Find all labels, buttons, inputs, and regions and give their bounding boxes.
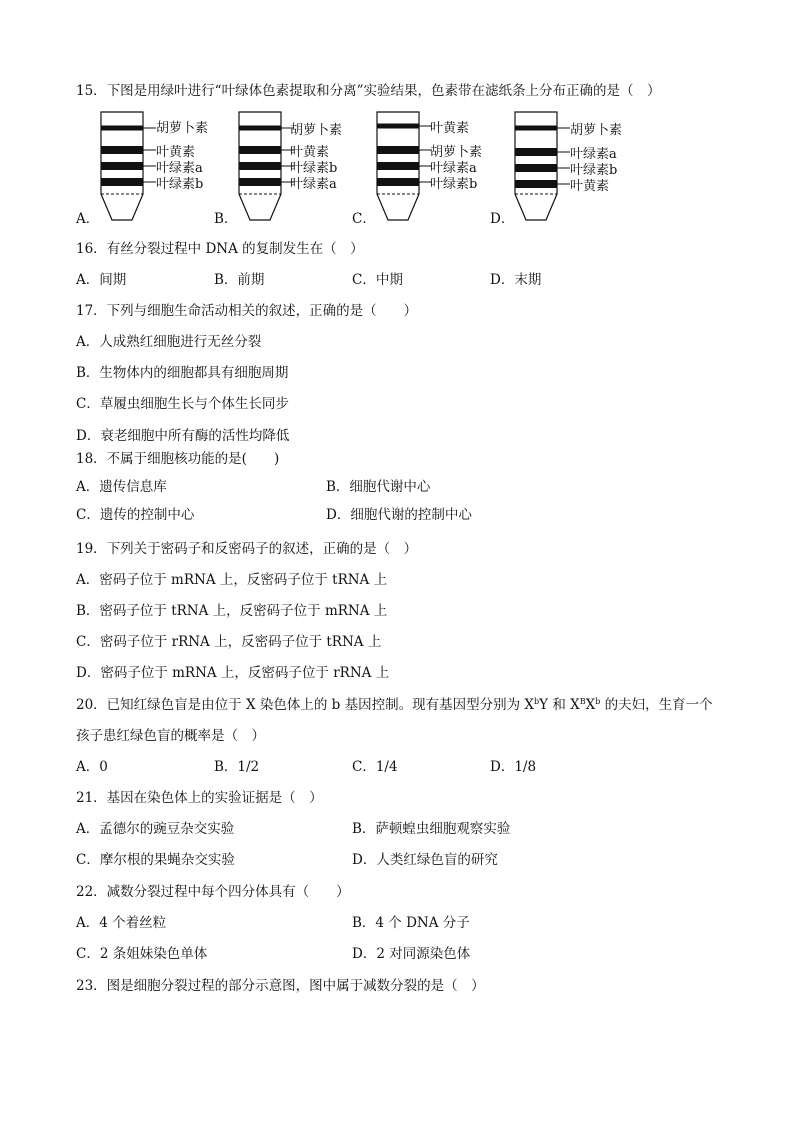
q17-option-b[interactable]: B．生物体内的细胞都具有细胞周期 xyxy=(76,365,289,381)
pigment-band xyxy=(239,126,281,131)
pigment-band xyxy=(515,180,557,188)
q19-option-b[interactable]: B．密码子位于 tRNA 上，反密码子位于 mRNA 上 xyxy=(76,603,388,619)
q20-option-a[interactable]: A．0 xyxy=(76,759,108,775)
q17-option-d[interactable]: D．衰老细胞中所有酶的活性均降低 xyxy=(76,428,290,444)
q15-stem: 15．下图是用绿叶进行“叶绿体色素提取和分离”实验结果，色素带在滤纸条上分布正确的是（ ） xyxy=(76,83,661,99)
band-label-a-1: 胡萝卜素 xyxy=(156,121,209,136)
q23-stem: 23．图是细胞分裂过程的部分示意图，图中属于减数分裂的是（ ） xyxy=(76,978,485,994)
q21-option-a[interactable]: A．孟德尔的豌豆杂交实验 xyxy=(76,821,235,837)
q16-option-b[interactable]: B．前期 xyxy=(214,272,265,288)
pigment-band xyxy=(101,178,143,186)
q22-option-d[interactable]: D．2 对同源染色体 xyxy=(352,946,471,962)
q16-stem: 16．有丝分裂过程中 DNA 的复制发生在（ ） xyxy=(76,241,364,257)
q17-option-a[interactable]: A．人成熟红细胞进行无丝分裂 xyxy=(76,334,262,350)
q21-stem: 21．基因在染色体上的实验证据是（ ） xyxy=(76,790,323,806)
chromatography-strip-a xyxy=(100,110,160,230)
band-label-a-3: 叶绿素a xyxy=(156,161,203,176)
pigment-band xyxy=(515,126,557,131)
pigment-band xyxy=(377,146,419,154)
pigment-band xyxy=(101,162,143,170)
q22-option-c[interactable]: C．2 条姐妹染色单体 xyxy=(76,946,208,962)
q19-option-d[interactable]: D．密码子位于 mRNA 上，反密码子位于 rRNA 上 xyxy=(76,665,390,681)
band-label-b-3: 叶绿素b xyxy=(290,161,338,176)
q22-option-b[interactable]: B．4 个 DNA 分子 xyxy=(352,915,470,931)
q15-option-a[interactable] xyxy=(100,110,230,230)
pigment-band xyxy=(101,126,143,131)
q15-option-b-letter: B． xyxy=(214,211,238,227)
chromatography-strip-b xyxy=(238,110,298,230)
band-label-b-2: 叶黄素 xyxy=(290,145,330,160)
q19-option-c[interactable]: C．密码子位于 rRNA 上，反密码子位于 tRNA 上 xyxy=(76,634,382,650)
band-label-a-4: 叶绿素b xyxy=(156,177,204,192)
q18-stem: 18．不属于细胞核功能的是( ) xyxy=(76,451,280,467)
q22-option-a[interactable]: A．4 个着丝粒 xyxy=(76,915,167,931)
q20-option-b[interactable]: B．1/2 xyxy=(214,759,260,775)
pigment-band xyxy=(377,162,419,170)
q15-option-b[interactable] xyxy=(238,110,368,230)
band-label-c-2: 胡萝卜素 xyxy=(430,145,483,160)
q18-option-a[interactable]: A．遗传信息库 xyxy=(76,479,167,495)
q17-stem: 17．下列与细胞生命活动相关的叙述，正确的是（ ） xyxy=(76,303,418,319)
q20-option-d[interactable]: D．1/8 xyxy=(490,759,537,775)
q21-option-d[interactable]: D．人类红绿色盲的研究 xyxy=(352,852,498,868)
q17-option-c[interactable]: C．草履虫细胞生长与个体生长同步 xyxy=(76,396,289,412)
q15-option-c[interactable] xyxy=(376,110,506,230)
q15-option-d-letter: D． xyxy=(490,211,515,227)
q19-stem: 19．下列关于密码子和反密码子的叙述，正确的是（ ） xyxy=(76,541,418,557)
pigment-band xyxy=(239,178,281,186)
q18-option-c[interactable]: C．遗传的控制中心 xyxy=(76,507,195,523)
q18-option-d[interactable]: D．细胞代谢的控制中心 xyxy=(326,507,472,523)
pigment-band xyxy=(101,146,143,154)
chromatography-strip-d xyxy=(514,110,574,230)
pigment-band xyxy=(239,146,281,154)
pigment-band xyxy=(377,124,419,129)
q16-option-c[interactable]: C．中期 xyxy=(352,272,403,288)
q19-option-a[interactable]: A．密码子位于 mRNA 上，反密码子位于 tRNA 上 xyxy=(76,572,388,588)
q16-option-d[interactable]: D．末期 xyxy=(490,272,542,288)
band-label-b-1: 胡萝卜素 xyxy=(290,123,343,138)
q21-option-b[interactable]: B．萨顿蝗虫细胞观察实验 xyxy=(352,821,511,837)
band-label-b-4: 叶绿素a xyxy=(290,177,337,192)
band-label-c-3: 叶绿素a xyxy=(430,161,477,176)
q15-option-a-letter: A． xyxy=(76,211,100,227)
q18-option-b[interactable]: B．细胞代谢中心 xyxy=(326,479,431,495)
q20-option-c[interactable]: C．1/4 xyxy=(352,759,398,775)
band-label-d-3: 叶绿素b xyxy=(570,163,618,178)
chromatography-strip-c xyxy=(376,110,436,230)
q20-stem-line1: 20．已知红绿色盲是由位于 X 染色体上的 b 基因控制。现有基因型分别为 $X^bY$ 和 $X^BX^b$ 的夫妇，生育一个 xyxy=(76,697,713,713)
band-label-d-4: 叶黄素 xyxy=(570,179,610,194)
band-label-c-4: 叶绿素b xyxy=(430,177,478,192)
q15-option-d[interactable] xyxy=(514,110,644,230)
band-label-c-1: 叶黄素 xyxy=(430,121,470,136)
pigment-band xyxy=(515,148,557,156)
band-label-a-2: 叶黄素 xyxy=(156,145,196,160)
q21-option-c[interactable]: C．摩尔根的果蝇杂交实验 xyxy=(76,852,235,868)
pigment-band xyxy=(515,164,557,172)
band-label-d-2: 叶绿素a xyxy=(570,147,617,162)
pigment-band xyxy=(239,162,281,170)
q16-option-a[interactable]: A．间期 xyxy=(76,272,127,288)
q15-option-c-letter: C． xyxy=(352,211,376,227)
q20-stem-line2: 孩子患红绿色盲的概率是（ ） xyxy=(76,728,265,744)
band-label-d-1: 胡萝卜素 xyxy=(570,123,623,138)
pigment-band xyxy=(377,178,419,186)
q22-stem: 22．减数分裂过程中每个四分体具有（ ） xyxy=(76,884,350,900)
